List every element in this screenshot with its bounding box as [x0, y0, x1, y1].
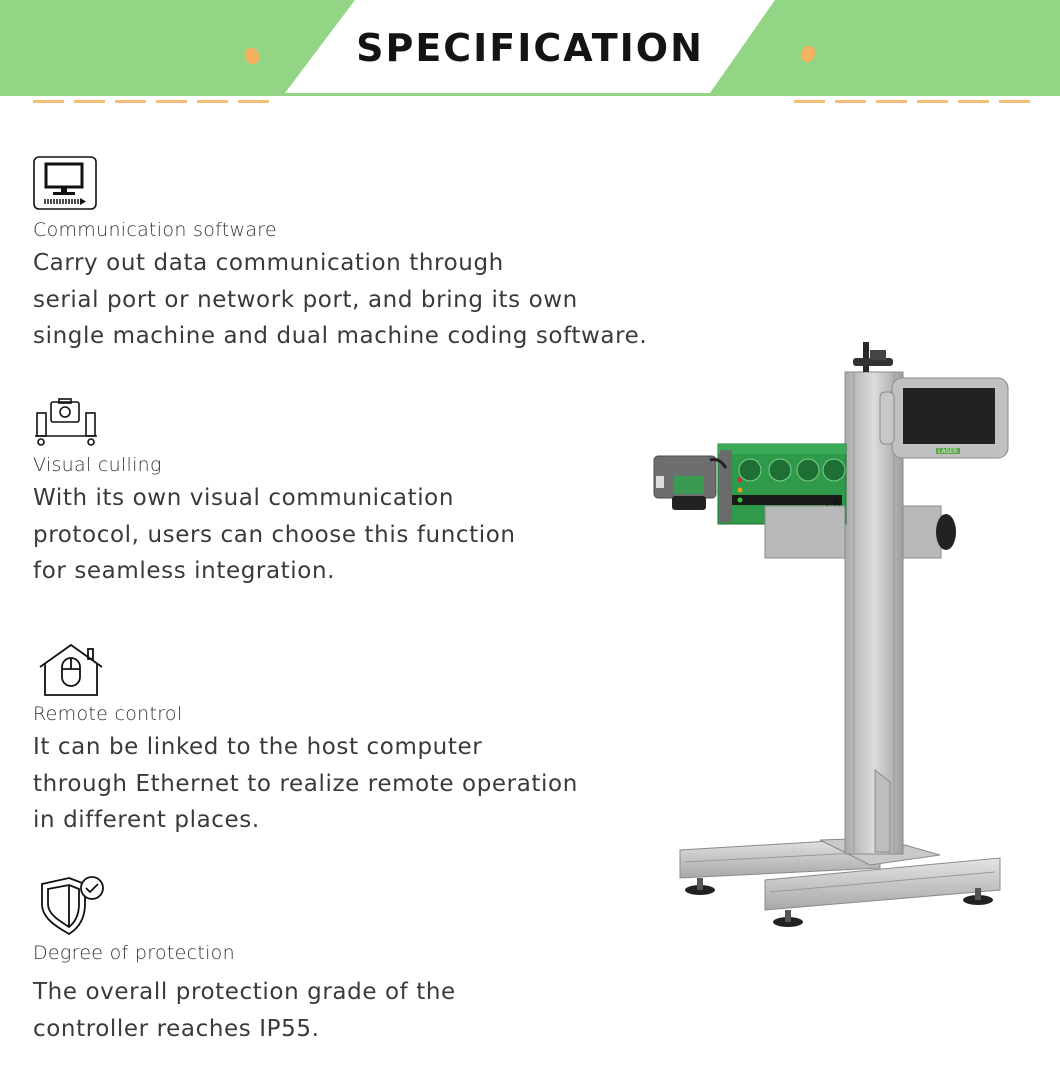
feature-degree-of-protection [33, 874, 673, 1047]
decor-dot-right [799, 45, 817, 63]
feature-title: Degree of protection [33, 942, 235, 964]
computer-monitor-icon [33, 155, 97, 211]
feature-description: It can be linked to the host computer through Ethernet to realize remote operation in different places. [33, 734, 578, 833]
feature-description: Carry out data communication through serial port or network port, and bring its own single machine and dual machine coding software. [33, 250, 648, 349]
feature-title: Visual culling [33, 454, 162, 476]
feature-title: Remote control [33, 703, 183, 725]
feature-remote-control [33, 643, 673, 839]
page-title: SPECIFICATION [356, 26, 704, 70]
screen-brand-label: LASER [938, 448, 958, 455]
shield-check-icon [33, 874, 109, 936]
feature-visual-culling [33, 398, 673, 590]
feature-description: The overall protection grade of the controller reaches IP55. [33, 979, 456, 1042]
laser-marking-machine-image [640, 330, 1020, 940]
feature-communication-software [33, 155, 673, 355]
camera-conveyor-icon [33, 398, 99, 448]
feature-title: Communication software [33, 219, 277, 241]
house-mouse-icon [33, 643, 105, 697]
decor-dashes-right [794, 100, 1030, 103]
feature-description: With its own visual communication protocol, users can choose this function for seamless integration. [33, 485, 516, 584]
decor-dot-left [243, 47, 261, 65]
decor-dashes-left [33, 100, 269, 103]
